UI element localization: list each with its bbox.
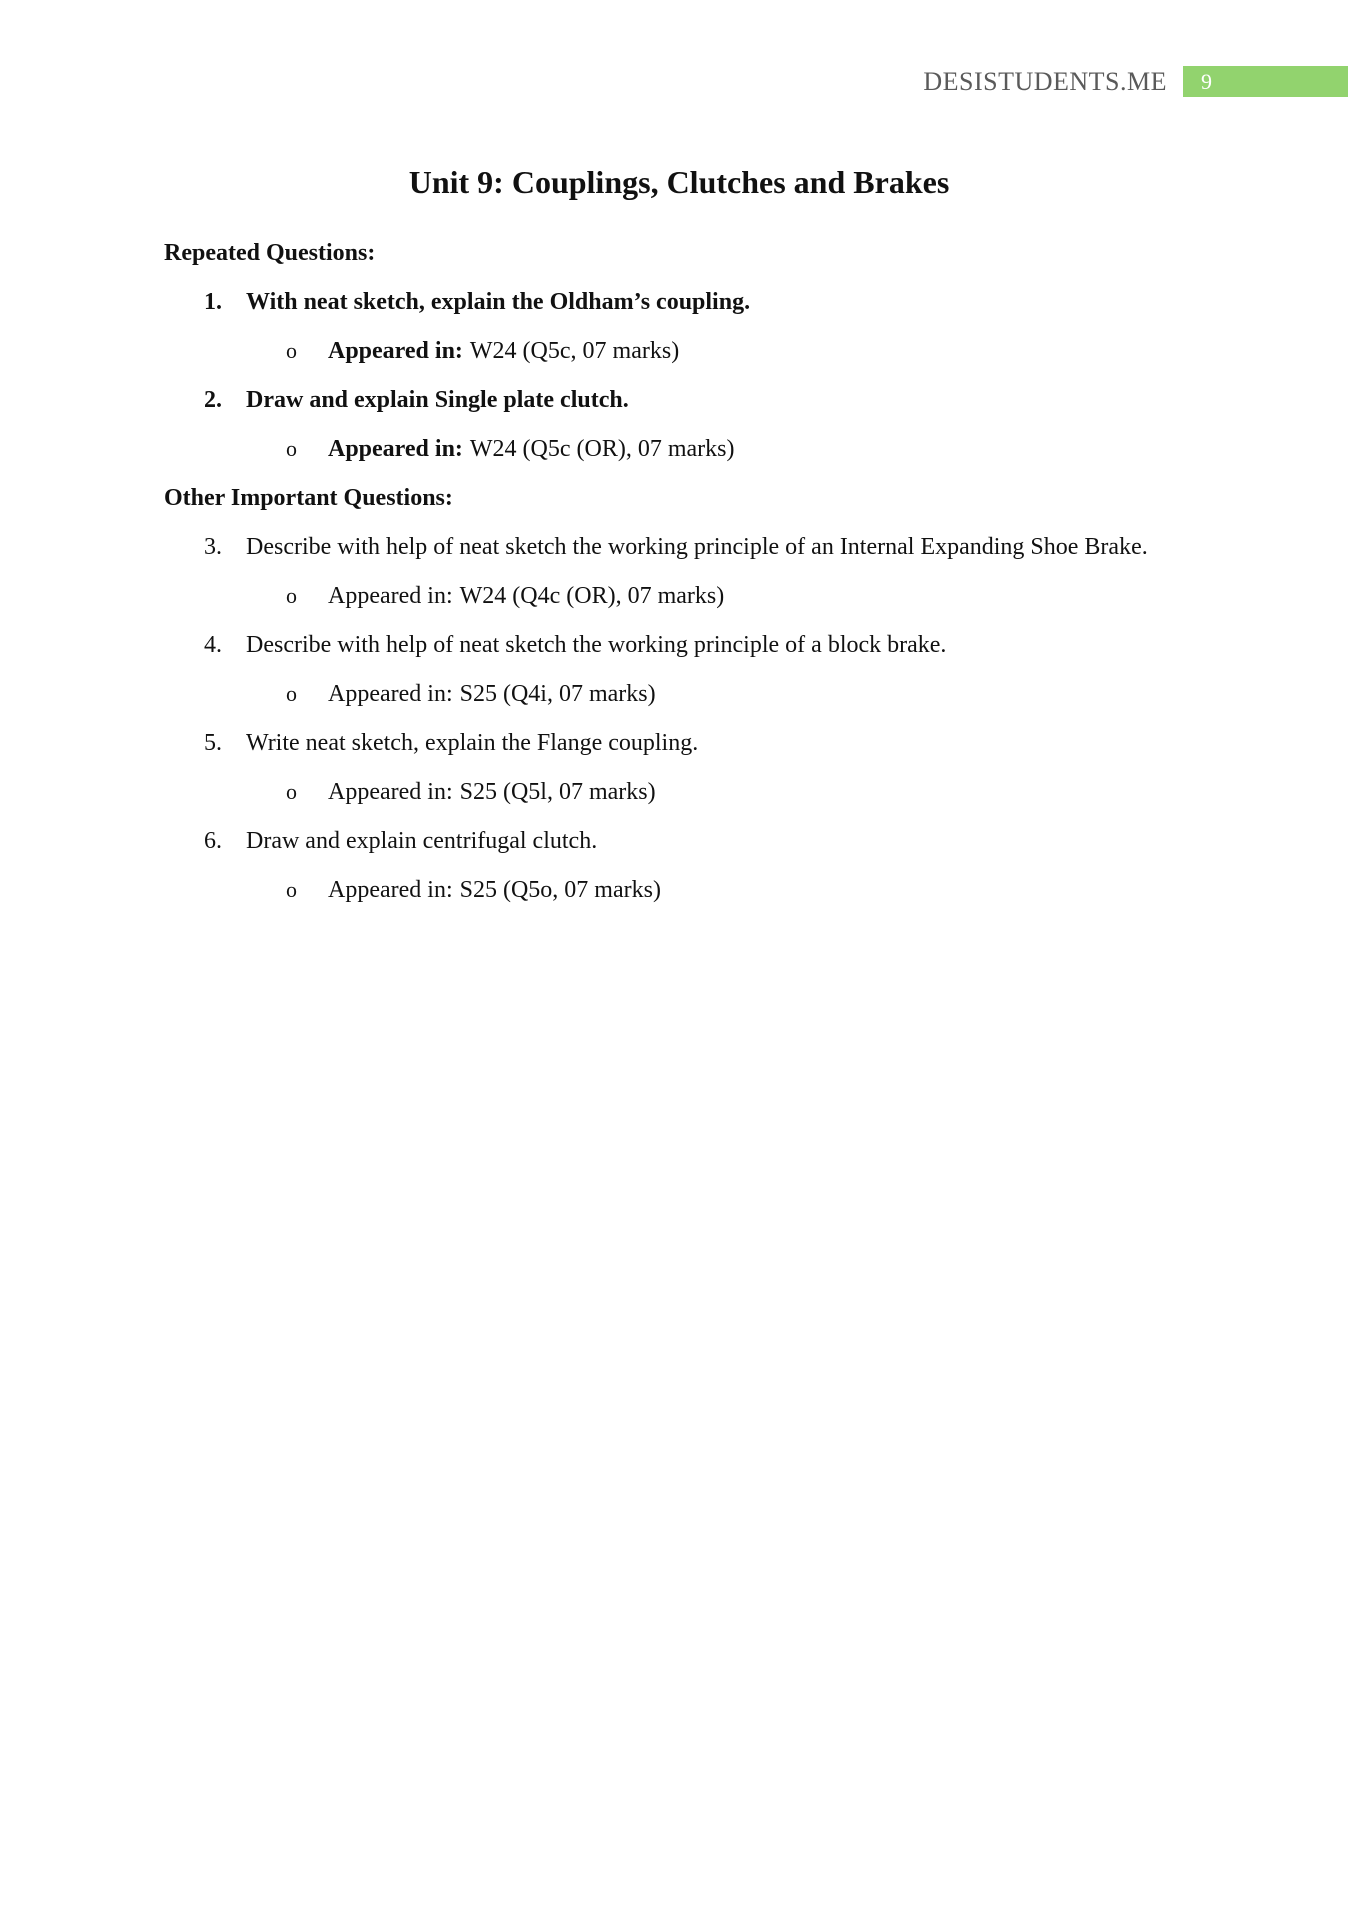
- question-number: 1.: [204, 289, 222, 315]
- question-item: [204, 628, 946, 662]
- appeared-in-item: [286, 775, 656, 809]
- appeared-label: Appeared in:: [328, 877, 453, 903]
- appeared-value: S25 (Q4i, 07 marks): [459, 681, 656, 707]
- question-item: [204, 824, 597, 858]
- question-number: 4.: [204, 632, 222, 658]
- bullet-circle-icon: o: [286, 583, 297, 608]
- appeared-value: W24 (Q5c, 07 marks): [469, 338, 680, 364]
- question-text: Draw and explain Single plate clutch.: [246, 387, 629, 413]
- question-number: 2.: [204, 387, 222, 413]
- appeared-in-item: [286, 334, 679, 368]
- appeared-label: Appeared in:: [328, 681, 453, 707]
- appeared-label: Appeared in:: [328, 338, 463, 364]
- page-number: 9: [1183, 66, 1348, 97]
- question-item: [204, 285, 750, 319]
- site-name: DESISTUDENTS.ME: [923, 67, 1167, 96]
- question-text: Describe with help of neat sketch the working principle of a block brake.: [246, 632, 947, 658]
- appeared-value: S25 (Q5l, 07 marks): [459, 779, 656, 805]
- appeared-in-item: [286, 677, 656, 711]
- bullet-circle-icon: o: [286, 877, 297, 902]
- appeared-in-item: [286, 432, 735, 466]
- section-heading-other: Other Important Questions:: [164, 485, 453, 511]
- question-item: [204, 726, 698, 760]
- question-text: Describe with help of neat sketch the working principle of an Internal Expanding Shoe Brake.: [246, 534, 1148, 560]
- bullet-circle-icon: o: [286, 338, 297, 363]
- question-item: [204, 383, 629, 417]
- page-header: [923, 66, 1348, 97]
- question-text: Draw and explain centrifugal clutch.: [246, 828, 598, 854]
- question-text: Write neat sketch, explain the Flange coupling.: [246, 730, 699, 756]
- appeared-value: S25 (Q5o, 07 marks): [459, 877, 661, 903]
- bullet-circle-icon: o: [286, 681, 297, 706]
- appeared-in-item: [286, 873, 661, 907]
- bullet-circle-icon: o: [286, 779, 297, 804]
- bullet-circle-icon: o: [286, 436, 297, 461]
- question-item: [204, 530, 1148, 564]
- question-number: 5.: [204, 730, 222, 756]
- question-text: With neat sketch, explain the Oldham’s coupling.: [246, 289, 751, 315]
- appeared-label: Appeared in:: [328, 779, 453, 805]
- appeared-in-item: [286, 579, 724, 613]
- appeared-value: W24 (Q4c (OR), 07 marks): [459, 583, 725, 609]
- appeared-value: W24 (Q5c (OR), 07 marks): [469, 436, 735, 462]
- section-heading-repeated: Repeated Questions:: [164, 240, 376, 266]
- page-title: Unit 9: Couplings, Clutches and Brakes: [408, 164, 950, 200]
- question-number: 6.: [204, 828, 222, 854]
- appeared-label: Appeared in:: [328, 583, 453, 609]
- question-number: 3.: [204, 534, 222, 560]
- appeared-label: Appeared in:: [328, 436, 463, 462]
